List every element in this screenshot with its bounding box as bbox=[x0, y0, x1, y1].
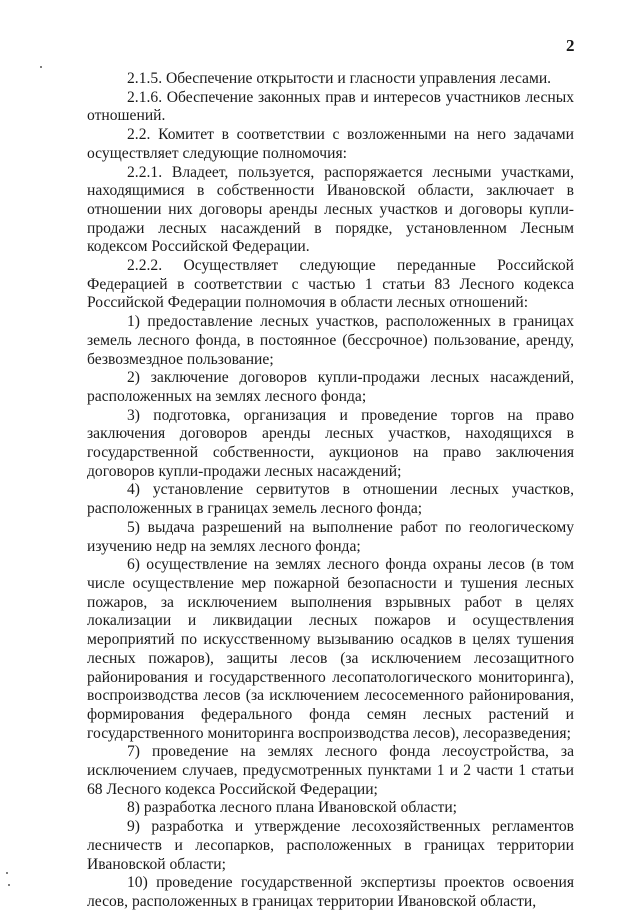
list-item-4: 4) установление сервитутов в отношении лесных участков, расположенных в границах земель лесного фонда; bbox=[87, 481, 574, 518]
list-item-3: 3) подготовка, организация и проведение торгов на право заключения договоров аренды лесных участков, находящихся в государственной собственности, аукционов на право заключения договоров купли-продажи лесных насаждений; bbox=[87, 406, 574, 480]
scan-speck bbox=[6, 872, 8, 874]
list-item-8: 8) разработка лесного плана Ивановской области; bbox=[127, 799, 458, 817]
paragraph-2-2-1: 2.2.1. Владеет, пользуется, распоряжается лесными участками, находящимися в собственности Ивановской области, заключает в отношении них договоры аренды лесных участков и договоры купли-продажи лесных насаждений в порядке, установленном Лесным кодексом Российской Федерации. bbox=[87, 163, 574, 256]
list-item-2: 2) заключение договоров купли-продажи лесных насаждений, расположенных на землях лесного фонда; bbox=[87, 369, 574, 405]
list-item-1: 1) предоставление лесных участков, расположенных в границах земель лесного фонда, в постоянное (бессрочное) пользование, аренду, безвозмездное пользование; bbox=[87, 313, 574, 368]
paragraph-2-1-5: 2.1.5. Обеспечение открытости и гласности управления лесами. bbox=[127, 70, 552, 87]
paragraph-2-2-2: 2.2.2. Осуществляет следующие переданные Российской Федерацией в соответствии с частью 1 статьи 83 Лесного кодекса Российской Федерации полномочия в области лесных отношений: bbox=[87, 257, 574, 312]
scan-speck bbox=[8, 884, 10, 886]
page-number: 2 bbox=[566, 36, 575, 55]
list-item-7: 7) проведение на землях лесного фонда лесоустройства, за исключением случаев, предусмотренных пунктами 1 и 2 части 1 статьи 68 Лесного кодекса Российской Федерации; bbox=[87, 743, 574, 798]
document-body bbox=[87, 70, 574, 912]
scan-speck bbox=[40, 66, 42, 68]
list-item-10: 10) проведение государственной экспертизы проектов освоения лесов, расположенных в границах территории Ивановской области, bbox=[87, 874, 574, 910]
list-item-5: 5) выдача разрешений на выполнение работ по геологическому изучению недр на землях лесного фонда; bbox=[87, 518, 574, 555]
list-item-9: 9) разработка и утверждение лесохозяйственных регламентов лесничеств и лесопарков, расположенных в границах территории Ивановской области; bbox=[87, 818, 574, 873]
paragraph-2-1-6: 2.1.6. Обеспечение законных прав и интересов участников лесных отношений. bbox=[87, 88, 574, 125]
paragraph-2-2: 2.2. Комитет в соответствии с возложенными на него задачами осуществляет следующие полномочия: bbox=[87, 126, 574, 162]
list-item-6: 6) осуществление на землях лесного фонда охраны лесов (в том числе осуществление мер пожарной безопасности и тушения лесных пожаров, за исключением выполнения взрывных работ в целях локализации и ликвидации лесных пожаров и осуществления мероприятий по искусственному вызыванию осадков в целях тушения лесных пожаров), защиты лесов (за исключением лесозащитного районирования и государственного лесопатологического мониторинга), воспроизводства лесов (за исключением лесосеменного районирования, формирования федерального фонда семян лесных растений и государственного мониторинга воспроизводства лесов), лесоразведения; bbox=[87, 556, 574, 742]
